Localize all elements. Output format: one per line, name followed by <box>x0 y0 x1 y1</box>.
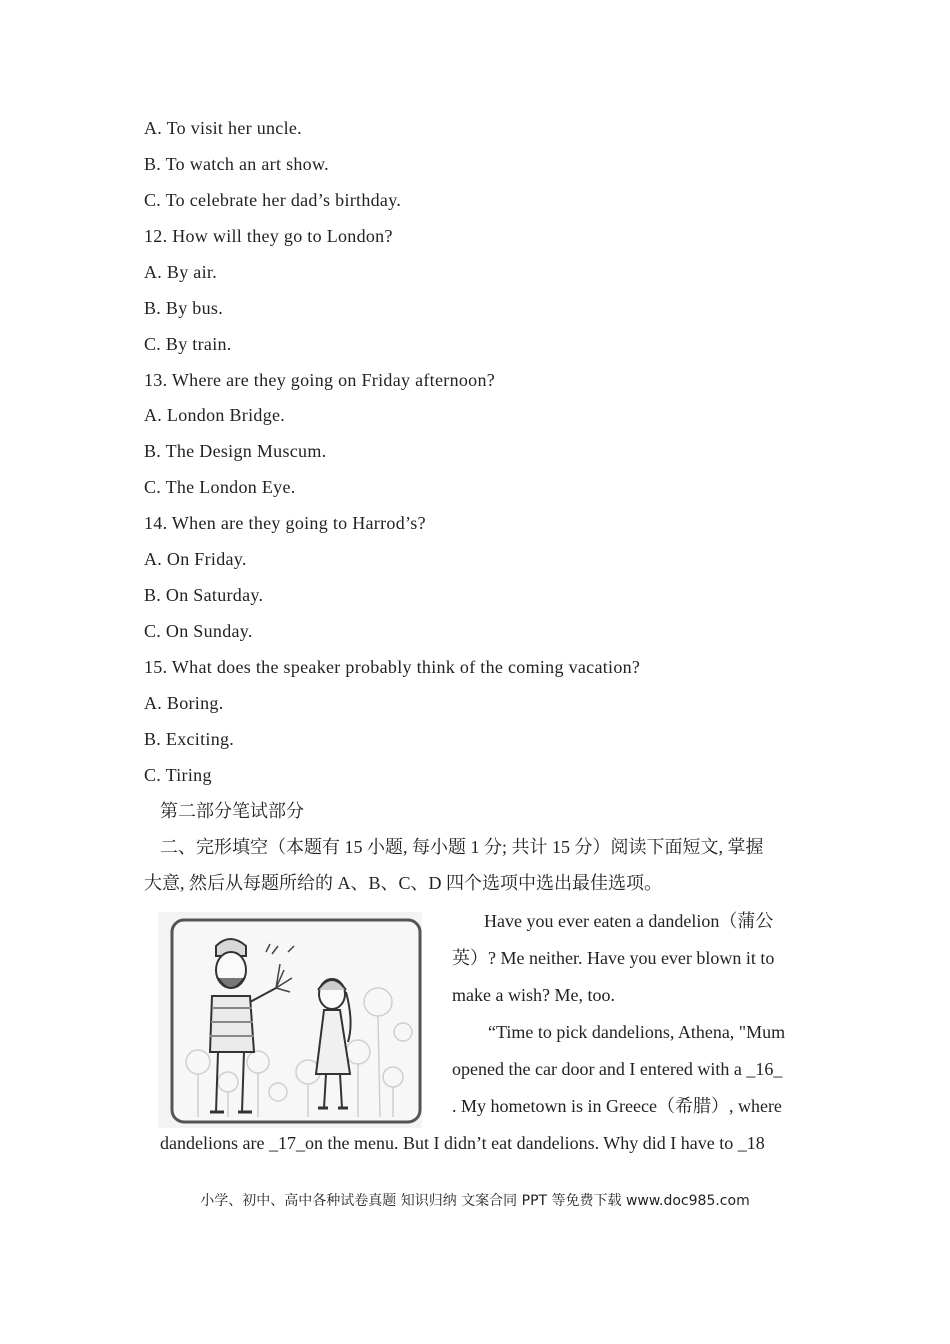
q13-question: 13. Where are they going on Friday afternoon? <box>144 370 496 390</box>
q15-option-c: C. Tiring <box>144 765 212 785</box>
q13-option-b: B. The Design Muscum. <box>144 441 327 461</box>
page-footer: 小学、初中、高中各种试卷真题 知识归纳 文案合同 PPT 等免费下载 www.doc985.com <box>200 1193 750 1209</box>
q14-option-b: B. On Saturday. <box>144 585 264 605</box>
passage-line-1: Have you ever eaten a dandelion（蒲公 <box>484 911 774 931</box>
passage-line-3: make a wish? Me, too. <box>452 985 615 1005</box>
instructions-line-1: 二、完形填空（本题有 15 小题, 每小题 1 分; 共计 15 分）阅读下面短文, 掌握 <box>160 837 764 857</box>
q11-option-c: C. To celebrate her dad’s birthday. <box>144 190 402 210</box>
instructions-line-2: 大意, 然后从每题所给的 A、B、C、D 四个选项中选出最佳选项。 <box>144 873 663 893</box>
passage-line-6: . My hometown is in Greece（希腊）, where <box>452 1096 782 1116</box>
q13-option-c: C. The London Eye. <box>144 477 296 497</box>
q14-question: 14. When are they going to Harrod’s? <box>144 513 426 533</box>
q12-option-a: A. By air. <box>144 262 217 282</box>
q12-question: 12. How will they go to London? <box>144 226 393 246</box>
q11-option-b: B. To watch an art show. <box>144 154 329 174</box>
q13-option-a: A. London Bridge. <box>144 405 286 425</box>
q15-question: 15. What does the speaker probably think of the coming vacation? <box>144 657 641 677</box>
passage-line-2: 英）? Me neither. Have you ever blown it to <box>452 948 775 968</box>
section-title: 第二部分笔试部分 <box>160 801 304 821</box>
q14-option-a: A. On Friday. <box>144 549 247 569</box>
q15-option-b: B. Exciting. <box>144 729 235 749</box>
passage-line-7: dandelions are _17_on the menu. But I didn’t eat dandelions. Why did I have to _18 <box>160 1133 765 1153</box>
q15-option-a: A. Boring. <box>144 693 224 713</box>
q12-option-b: B. By bus. <box>144 298 224 318</box>
q12-option-c: C. By train. <box>144 334 232 354</box>
q14-option-c: C. On Sunday. <box>144 621 253 641</box>
passage-line-4: “Time to pick dandelions, Athena, "Mum <box>488 1022 786 1042</box>
q11-option-a: A. To visit her uncle. <box>144 118 302 138</box>
dandelion-illustration <box>158 912 422 1128</box>
passage-line-5: opened the car door and I entered with a _16_ <box>452 1059 783 1079</box>
